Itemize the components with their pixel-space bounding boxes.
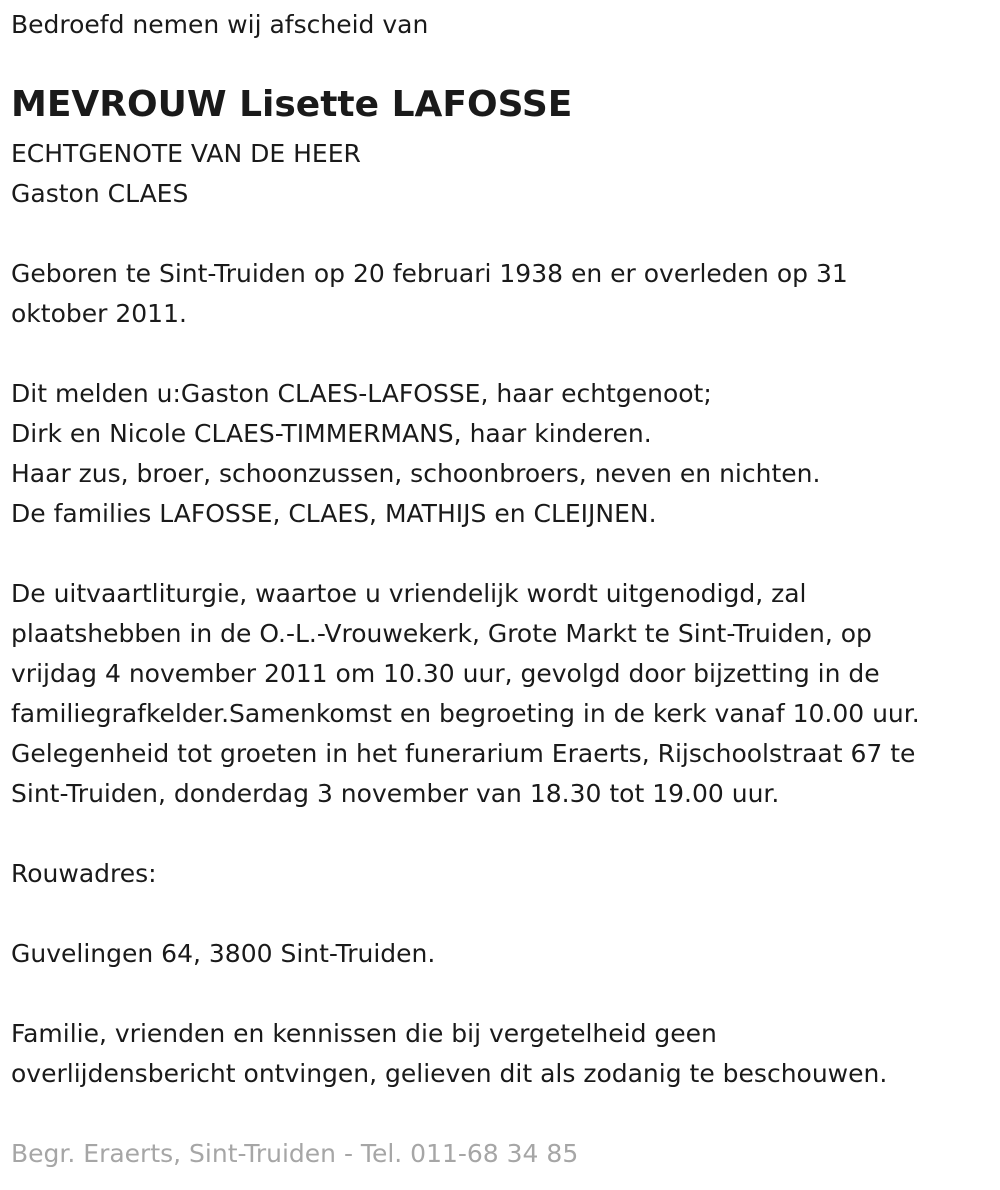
closing-line: Familie, vrienden en kennissen die bij vergetelheid geen [11,1019,717,1048]
announcer-line: Dirk en Nicole CLAES-TIMMERMANS, haar kinderen. [11,419,652,448]
birth-death-line: Geboren te Sint-Truiden op 20 februari 1938 en er overleden op 31 [11,259,848,288]
funeral-line: vrijdag 4 november 2011 om 10.30 uur, gevolgd door bijzetting in de [11,659,880,688]
announcer-line: Dit melden u:Gaston CLAES-LAFOSSE, haar echtgenoot; [11,379,712,408]
birth-death-line: oktober 2011. [11,299,187,328]
spouse-title: ECHTGENOTE VAN DE HEER [11,139,361,168]
funeral-line: De uitvaartliturgie, waartoe u vriendelijk wordt uitgenodigd, zal [11,579,807,608]
closing-paragraph [11,1014,887,1094]
spouse-name: Gaston CLAES [11,179,189,208]
funeral-line: Gelegenheid tot groeten in het funerarium Eraerts, Rijschoolstraat 67 te [11,739,916,768]
closing-line: overlijdensbericht ontvingen, gelieven dit als zodanig te beschouwen. [11,1059,888,1088]
mourning-address-label-text: Rouwadres: [11,859,157,888]
deceased-name: MEVROUW Lisette LAFOSSE [11,84,573,125]
funeral-home-footer [11,1134,578,1174]
funeral-line: plaatshebben in de O.-L.-Vrouwekerk, Grote Markt te Sint-Truiden, op [11,619,872,648]
intro-text: Bedroefd nemen wij afscheid van [11,10,429,39]
footer-text: Begr. Eraerts, Sint-Truiden - Tel. 011-68 34 85 [11,1139,579,1168]
mourning-address-text: Guvelingen 64, 3800 Sint-Truiden. [11,939,436,968]
birth-death-paragraph [11,254,848,334]
funeral-line: familiegrafkelder.Samenkomst en begroeting in de kerk vanaf 10.00 uur. [11,699,920,728]
spouse-block [11,134,361,214]
funeral-paragraph [11,574,920,814]
announcer-line: De families LAFOSSE, CLAES, MATHIJS en CLEIJNEN. [11,499,657,528]
funeral-line: Sint-Truiden, donderdag 3 november van 18.30 tot 19.00 uur. [11,779,780,808]
mourning-address [11,934,435,974]
announcer-line: Haar zus, broer, schoonzussen, schoonbroers, neven en nichten. [11,459,821,488]
announcers-paragraph [11,374,820,534]
mourning-address-label [11,854,157,894]
